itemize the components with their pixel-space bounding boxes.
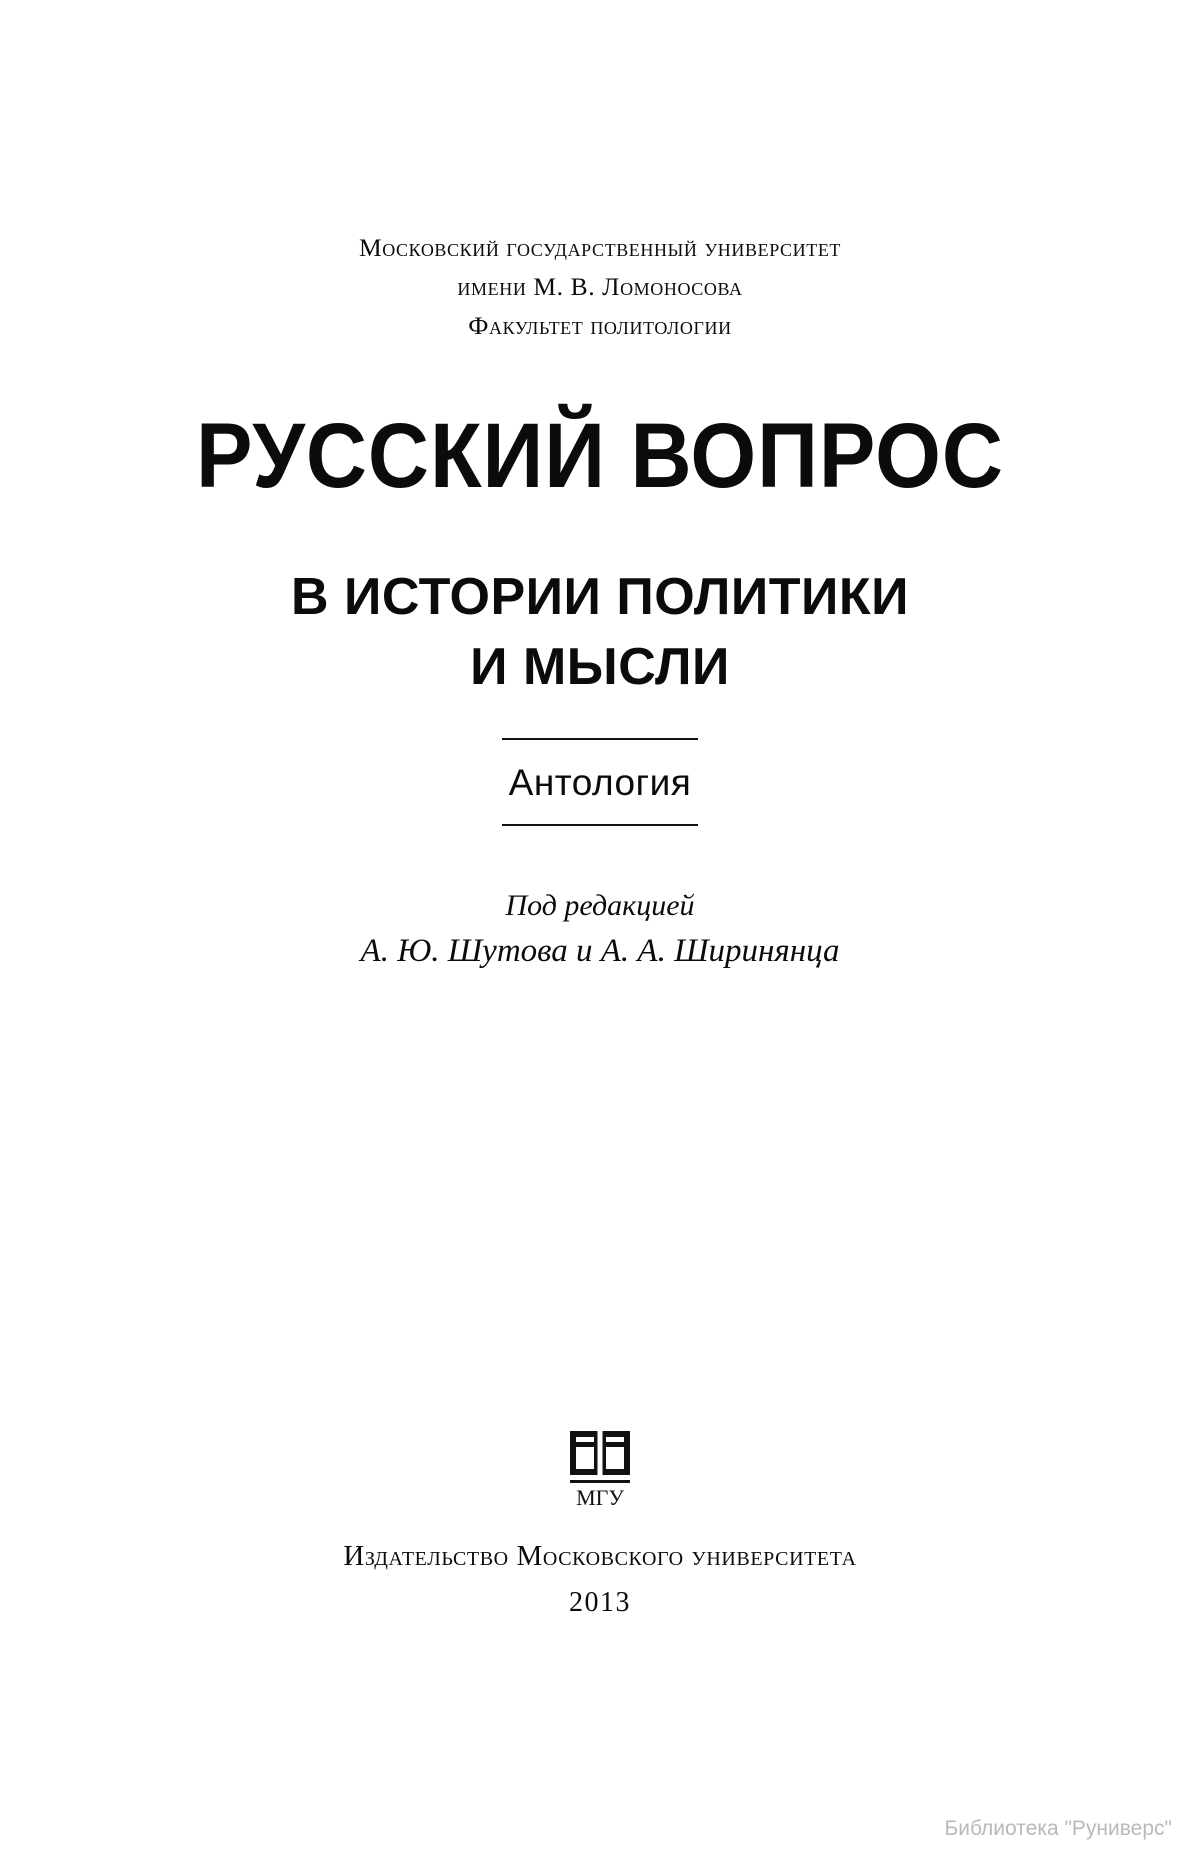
book-title-subtitle-line-2: И МЫСЛИ	[470, 638, 730, 696]
affiliation-line-3: Факультет политологии	[468, 311, 732, 340]
publication-year: 2013	[569, 1587, 631, 1618]
publisher-name: Издательство Московского университета	[343, 1540, 857, 1572]
open-book-icon	[567, 1425, 633, 1511]
book-kind-block	[0, 738, 1200, 826]
affiliation-block	[0, 228, 1200, 345]
svg-text:МГУ: МГУ	[576, 1485, 624, 1510]
affiliation-line-1: Московский государственный университет	[358, 233, 842, 262]
book-title-main: РУССКИЙ ВОПРОС	[196, 405, 1004, 507]
affiliation-line-2: имени М. В. Ломоносова	[457, 272, 743, 301]
divider-top	[502, 738, 698, 740]
divider-bottom	[502, 824, 698, 826]
library-watermark: Библиотека "Руниверс"	[944, 1817, 1172, 1840]
imprint-block	[0, 1540, 1200, 1619]
editors-prefix: Под редакцией	[505, 889, 695, 922]
publisher-logo	[567, 1425, 633, 1511]
book-title-subtitle-line-1: В ИСТОРИИ ПОЛИТИКИ	[290, 568, 910, 626]
editors-block	[0, 884, 1200, 974]
editors-names: А. Ю. Шутова и А. А. Ширинянца	[360, 933, 840, 969]
book-kind-label: Антология	[508, 762, 692, 803]
